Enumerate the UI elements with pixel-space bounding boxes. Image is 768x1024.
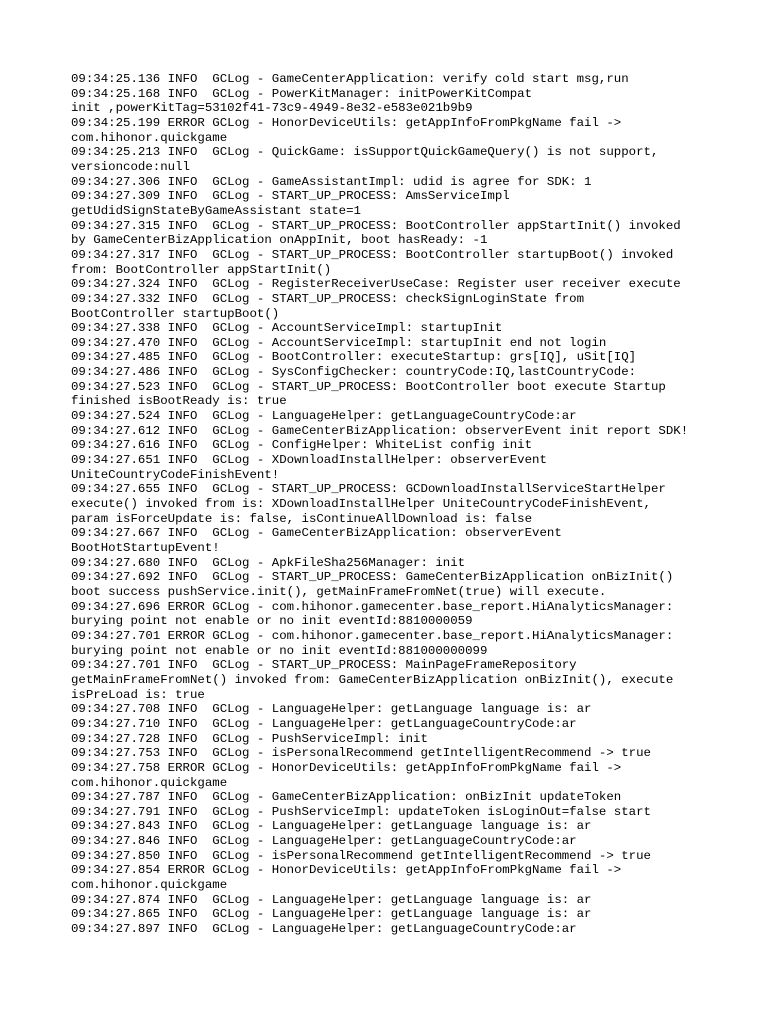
log-line: init ,powerKitTag=53102f41-73c9-4949-8e32-e583e021b9b9 [71,101,473,116]
log-line: 09:34:27.485 INFO GCLog - BootController: executeStartup: grs[IQ], uSit[IQ] [71,350,637,365]
log-line: 09:34:27.874 INFO GCLog - LanguageHelper: getLanguage language is: ar [71,892,592,907]
log-line: 09:34:27.701 ERROR GCLog - com.hihonor.gamecenter.base_report.HiAnalyticsManager: [71,628,674,643]
log-line: param isForceUpdate is: false, isContinueAllDownload is: false [71,511,533,526]
log-line: from: BootController appStartInit() [71,262,332,277]
log-line: 09:34:25.213 INFO GCLog - QuickGame: isSupportQuickGameQuery() is not support, [71,145,659,160]
log-line: 09:34:27.338 INFO GCLog - AccountServiceImpl: startupInit [71,321,503,336]
log-line: 09:34:27.865 INFO GCLog - LanguageHelper: getLanguage language is: ar [71,907,592,922]
log-line: 09:34:27.680 INFO GCLog - ApkFileSha256Manager: init [71,555,466,570]
log-line: 09:34:27.897 INFO GCLog - LanguageHelper: getLanguageCountryCode:ar [71,922,577,937]
log-line: com.hihonor.quickgame [71,878,228,893]
log-line: 09:34:27.332 INFO GCLog - START_UP_PROCESS: checkSignLoginState from [71,291,585,306]
log-line: 09:34:27.787 INFO GCLog - GameCenterBizApplication: onBizInit updateToken [71,790,622,805]
log-line: burying point not enable or no init eventId:8810000059 [71,614,473,629]
log-line: 09:34:25.199 ERROR GCLog - HonorDeviceUtils: getAppInfoFromPkgName fail -> [71,115,622,130]
log-line: 09:34:27.616 INFO GCLog - ConfigHelper: WhiteList config init [71,438,533,453]
log-line: boot success pushService.init(), getMainFrameFromNet(true) will execute. [71,584,607,599]
log-line: 09:34:27.651 INFO GCLog - XDownloadInstallHelper: observerEvent [71,453,547,468]
log-line: 09:34:27.850 INFO GCLog - isPersonalRecommend getIntelligentRecommend -> true [71,848,651,863]
log-line: 09:34:27.854 ERROR GCLog - HonorDeviceUtils: getAppInfoFromPkgName fail -> [71,863,622,878]
log-line: 09:34:27.710 INFO GCLog - LanguageHelper: getLanguageCountryCode:ar [71,716,577,731]
log-line: versioncode:null [71,159,190,174]
log-line: 09:34:27.758 ERROR GCLog - HonorDeviceUtils: getAppInfoFromPkgName fail -> [71,760,622,775]
log-line: 09:34:27.667 INFO GCLog - GameCenterBizApplication: observerEvent [71,526,562,541]
log-line: 09:34:27.315 INFO GCLog - START_UP_PROCESS: BootController appStartInit() invoked [71,218,681,233]
log-line: com.hihonor.quickgame [71,775,228,790]
log-line: 09:34:27.306 INFO GCLog - GameAssistantImpl: udid is agree for SDK: 1 [71,174,592,189]
log-line: by GameCenterBizApplication onAppInit, boot hasReady: -1 [71,233,488,248]
log-document [71,72,721,937]
log-line: 09:34:27.696 ERROR GCLog - com.hihonor.gamecenter.base_report.HiAnalyticsManager: [71,599,674,614]
log-line: 09:34:27.708 INFO GCLog - LanguageHelper: getLanguage language is: ar [71,702,592,717]
log-line: 09:34:25.168 INFO GCLog - PowerKitManager: initPowerKitCompat [71,86,533,101]
log-line: 09:34:27.486 INFO GCLog - SysConfigChecker: countryCode:IQ,lastCountryCode: [71,365,637,380]
log-line: 09:34:27.655 INFO GCLog - START_UP_PROCESS: GCDownloadInstallServiceStartHelper [71,482,666,497]
log-line: 09:34:27.791 INFO GCLog - PushServiceImpl: updateToken isLoginOut=false start [71,804,651,819]
log-line: 09:34:27.753 INFO GCLog - isPersonalRecommend getIntelligentRecommend -> true [71,746,651,761]
log-line: 09:34:27.524 INFO GCLog - LanguageHelper: getLanguageCountryCode:ar [71,409,577,424]
log-line: burying point not enable or no init eventId:881000000099 [71,643,488,658]
log-line: 09:34:27.846 INFO GCLog - LanguageHelper: getLanguageCountryCode:ar [71,834,577,849]
log-line: 09:34:27.317 INFO GCLog - START_UP_PROCESS: BootController startupBoot() invoked [71,247,674,262]
log-line: 09:34:27.324 INFO GCLog - RegisterReceiverUseCase: Register user receiver execute [71,277,681,292]
log-line: 09:34:27.692 INFO GCLog - START_UP_PROCESS: GameCenterBizApplication onBizInit() [71,570,674,585]
log-line: isPreLoad is: true [71,687,205,702]
log-line: 09:34:27.523 INFO GCLog - START_UP_PROCESS: BootController boot execute Startup [71,379,666,394]
log-line: UniteCountryCodeFinishEvent! [71,467,280,482]
log-line: finished isBootReady is: true [71,394,287,409]
log-line: getUdidSignStateByGameAssistant state=1 [71,203,361,218]
log-line: 09:34:27.470 INFO GCLog - AccountServiceImpl: startupInit end not login [71,335,607,350]
log-line: 09:34:27.843 INFO GCLog - LanguageHelper: getLanguage language is: ar [71,819,592,834]
log-line: 09:34:27.728 INFO GCLog - PushServiceImpl: init [71,731,428,746]
log-line: com.hihonor.quickgame [71,130,228,145]
log-line: 09:34:27.309 INFO GCLog - START_UP_PROCESS: AmsServiceImpl [71,189,510,204]
log-line: getMainFrameFromNet() invoked from: GameCenterBizApplication onBizInit(), execute [71,672,674,687]
log-line: 09:34:25.136 INFO GCLog - GameCenterApplication: verify cold start msg,run [71,72,629,86]
log-line: execute() invoked from is: XDownloadInstallHelper UniteCountryCodeFinishEvent, [71,497,651,512]
log-line: BootHotStartupEvent! [71,541,220,555]
log-line: 09:34:27.612 INFO GCLog - GameCenterBizApplication: observerEvent init report SDK! [71,423,689,438]
log-line: 09:34:27.701 INFO GCLog - START_UP_PROCESS: MainPageFrameRepository [71,658,577,673]
log-line: BootController startupBoot() [71,306,280,321]
